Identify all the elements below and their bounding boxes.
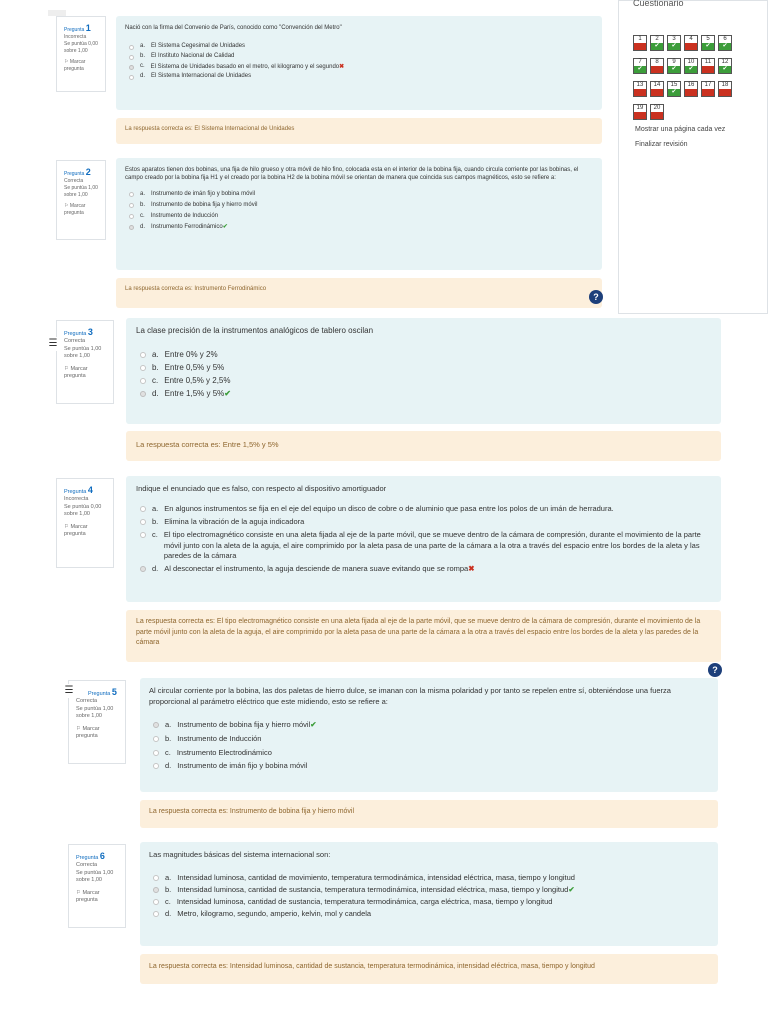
answer-text bbox=[177, 761, 307, 772]
answer-option[interactable] bbox=[149, 909, 709, 918]
answer-letter: c. bbox=[165, 747, 171, 757]
answer-option[interactable] bbox=[149, 885, 709, 894]
question-number: Pregunta 1 bbox=[64, 23, 91, 33]
answer-option[interactable] bbox=[125, 43, 593, 50]
quiz-nav-button-number: 7 bbox=[638, 59, 642, 65]
answer-option[interactable] bbox=[136, 350, 711, 359]
answer-label: El Sistema Internacional de Unidades bbox=[151, 73, 252, 79]
answer-letter: d. bbox=[165, 761, 172, 771]
question-info-6 bbox=[68, 844, 126, 928]
quiz-nav-button-number: 12 bbox=[721, 59, 729, 65]
answer-text bbox=[151, 190, 255, 198]
answer-radio[interactable] bbox=[129, 65, 134, 70]
quiz-nav-button-number: 2 bbox=[655, 36, 659, 42]
answer-option[interactable] bbox=[149, 748, 709, 759]
drawer-toggle-icon[interactable]: ☰ bbox=[46, 337, 60, 351]
answer-radio[interactable] bbox=[153, 875, 159, 881]
flag-question-button[interactable]: ⚐ Marcar pregunta bbox=[64, 365, 88, 380]
answer-text bbox=[151, 212, 218, 220]
quiz-nav-button[interactable] bbox=[718, 81, 732, 97]
answer-letter: a. bbox=[165, 873, 172, 882]
quiz-nav-button[interactable] bbox=[650, 104, 664, 120]
answer-letter: d. bbox=[140, 73, 146, 79]
answer-letter: c. bbox=[140, 63, 145, 69]
quiz-nav-button[interactable] bbox=[650, 81, 664, 97]
question-score: Se puntúa 0,00 sobre 1,00 bbox=[64, 40, 98, 54]
answer-label: Elimina la vibración de la aguja indicadora bbox=[164, 516, 305, 526]
answer-option[interactable] bbox=[149, 720, 709, 731]
answer-list bbox=[136, 350, 711, 398]
quiz-nav-button[interactable] bbox=[633, 35, 647, 51]
answer-option[interactable] bbox=[125, 201, 593, 209]
correct-status-icon: ✔ bbox=[634, 66, 646, 73]
question-info-5 bbox=[68, 680, 126, 764]
quiz-nav-button-number: 11 bbox=[704, 59, 712, 65]
answer-option[interactable] bbox=[136, 504, 711, 515]
question-state: Correcta bbox=[76, 862, 98, 869]
correct-status-icon: ✔ bbox=[668, 89, 680, 96]
correct-status-icon: ✔ bbox=[668, 43, 680, 50]
question-info-4 bbox=[56, 478, 114, 568]
quiz-nav-button-number: 9 bbox=[672, 59, 676, 65]
answer-list bbox=[149, 720, 709, 773]
answer-text bbox=[164, 517, 304, 528]
quiz-nav-button[interactable] bbox=[701, 81, 715, 97]
quiz-nav-button[interactable] bbox=[633, 81, 647, 97]
answer-label: Instrumento de Inducción bbox=[177, 733, 262, 743]
quiz-nav-button[interactable] bbox=[650, 58, 664, 74]
answer-option[interactable] bbox=[136, 517, 711, 528]
answer-text bbox=[177, 909, 371, 918]
answer-radio[interactable] bbox=[140, 365, 146, 371]
answer-text bbox=[151, 53, 234, 59]
answer-letter: d. bbox=[140, 224, 146, 231]
flag-question-button[interactable]: ⚐ Marcar pregunta bbox=[64, 203, 86, 217]
quiz-nav-button-number: 14 bbox=[653, 82, 661, 88]
question-number: Pregunta 5 bbox=[88, 687, 117, 697]
quiz-nav-button[interactable] bbox=[633, 58, 647, 74]
answer-letter: b. bbox=[165, 733, 172, 743]
correct-status-icon: ✔ bbox=[685, 66, 697, 73]
answer-letter: b. bbox=[165, 885, 172, 894]
quiz-nav-button[interactable] bbox=[684, 81, 698, 97]
answer-label: El Sistema de Unidades basado en el metro, el kilogramo y el segundo bbox=[150, 64, 340, 70]
quiz-nav-button-number: 19 bbox=[636, 105, 644, 111]
correct-status-icon: ✔ bbox=[702, 43, 714, 50]
question-info-1 bbox=[56, 16, 106, 92]
feedback-box-5: La respuesta correcta es: Instrumento de bobina fija y hierro móvil bbox=[140, 800, 718, 828]
answer-label: Instrumento de bobina fija y hierro móvil bbox=[151, 202, 258, 209]
answer-text bbox=[151, 201, 257, 209]
help-icon[interactable]: ? bbox=[589, 290, 603, 304]
question-score: Se puntúa 0,00 sobre 1,00 bbox=[64, 503, 102, 518]
feedback-box-1: La respuesta correcta es: El Sistema Internacional de Unidades bbox=[116, 118, 602, 144]
answer-text bbox=[165, 363, 225, 372]
answer-label: Instrumento Ferrodinámico bbox=[151, 224, 223, 231]
answer-option[interactable] bbox=[149, 761, 709, 772]
question-box-6 bbox=[140, 842, 718, 946]
quiz-nav-button-number: 5 bbox=[706, 36, 710, 42]
answer-option[interactable] bbox=[149, 734, 709, 745]
answer-list bbox=[125, 43, 593, 80]
question-score: Se puntúa 1,00 sobre 1,00 bbox=[64, 345, 102, 360]
answer-list bbox=[136, 504, 711, 575]
answer-radio[interactable] bbox=[129, 203, 134, 208]
finish-review-link[interactable]: Finalizar revisión bbox=[635, 141, 688, 148]
correct-status-icon: ✔ bbox=[719, 43, 731, 50]
answer-text bbox=[164, 504, 613, 515]
feedback-box-2: La respuesta correcta es: Instrumento Ferrodinámico bbox=[116, 278, 602, 308]
answer-radio[interactable] bbox=[140, 506, 146, 512]
correct-status-icon: ✔ bbox=[651, 43, 663, 50]
answer-radio[interactable] bbox=[129, 45, 134, 50]
answer-option[interactable] bbox=[125, 73, 593, 80]
correct-check-icon: ✔ bbox=[568, 885, 575, 894]
answer-radio[interactable] bbox=[140, 566, 146, 572]
answer-text bbox=[151, 223, 228, 231]
incorrect-status-indicator bbox=[651, 89, 663, 96]
correct-status-icon: ✔ bbox=[719, 66, 731, 73]
answer-radio[interactable] bbox=[140, 352, 146, 358]
quiz-nav-button-number: 6 bbox=[723, 36, 727, 42]
incorrect-status-indicator bbox=[702, 89, 714, 96]
incorrect-status-indicator bbox=[634, 112, 646, 119]
flag-question-button[interactable]: ⚐ Marcar pregunta bbox=[76, 725, 100, 740]
drawer-toggle-icon[interactable]: ☰ bbox=[62, 684, 76, 698]
quiz-nav-button-number: 4 bbox=[689, 36, 693, 42]
answer-letter: b. bbox=[140, 53, 146, 59]
answer-text bbox=[151, 63, 344, 70]
help-icon[interactable]: ? bbox=[708, 663, 722, 677]
answer-radio[interactable] bbox=[153, 887, 159, 893]
answer-option[interactable] bbox=[136, 363, 711, 372]
answer-option[interactable] bbox=[125, 190, 593, 198]
question-box-3 bbox=[126, 318, 721, 424]
flag-question-button[interactable]: ⚐ Marcar pregunta bbox=[64, 59, 86, 73]
incorrect-status-indicator bbox=[685, 43, 697, 50]
answer-letter: d. bbox=[152, 389, 159, 398]
answer-label: Entre 1,5% y 5% bbox=[164, 389, 225, 398]
quiz-nav-button-number: 1 bbox=[638, 36, 642, 42]
question-score: Se puntúa 1,00 sobre 1,00 bbox=[76, 705, 114, 720]
question-info-3 bbox=[56, 320, 114, 404]
answer-letter: b. bbox=[152, 363, 159, 372]
quiz-nav-button-number: 3 bbox=[672, 36, 676, 42]
answer-text bbox=[177, 897, 553, 906]
answer-option[interactable] bbox=[125, 223, 593, 231]
question-score: Se puntúa 1,00 sobre 1,00 bbox=[64, 184, 98, 198]
answer-letter: b. bbox=[152, 516, 159, 526]
quiz-nav-button-number: 18 bbox=[721, 82, 729, 88]
answer-letter: a. bbox=[140, 43, 146, 49]
quiz-nav-button-number: 17 bbox=[704, 82, 712, 88]
incorrect-status-indicator bbox=[634, 43, 646, 50]
answer-label: Instrumento de bobina fija y hierro móvil bbox=[177, 719, 311, 729]
question-state: Incorrecta bbox=[64, 496, 89, 503]
answer-radio[interactable] bbox=[129, 75, 134, 80]
quiz-nav-button-number: 16 bbox=[687, 82, 695, 88]
quiz-nav-button[interactable] bbox=[633, 104, 647, 120]
answer-letter: b. bbox=[140, 202, 146, 209]
answer-letter: c. bbox=[140, 213, 145, 220]
question-box-2 bbox=[116, 158, 602, 270]
answer-list bbox=[125, 190, 593, 231]
answer-option[interactable] bbox=[136, 530, 711, 563]
answer-label: Intensidad luminosa, cantidad de sustancia, temperatura termodinámica, intensidad eléctrica, masa, tiempo y longitud bbox=[177, 885, 569, 894]
answer-letter: c. bbox=[152, 529, 158, 539]
question-box-1 bbox=[116, 16, 602, 110]
question-stem: Estos aparatos tienen dos bobinas, una fija de hilo grueso y otra móvil de hilo fino, colocada esta en el interior de la bobina fija, cuando circula corriente por las bobinas, el campo creado por la bobina fija H1 y el creado por la bobina H2 de la bobina móvil se orientan de manera que coincida sus campos magnéticos, esto se refiere a: bbox=[125, 167, 579, 182]
question-stem: Al circular corriente por la bobina, las dos paletas de hierro dulce, se imanan con la misma polaridad y por tanto se repelen entre sí, obteniéndose una fuerza proporcional al parámetro eléctrico que este midiendo, esto se refiere a: bbox=[149, 686, 671, 706]
answer-label: En algunos instrumentos se fija en el eje del equipo un disco de cobre o de aluminio que pasa entre los polos de un imán de herradura. bbox=[164, 503, 614, 513]
answer-label: Instrumento de Inducción bbox=[150, 213, 219, 220]
answer-text bbox=[177, 885, 574, 894]
answer-radio[interactable] bbox=[129, 225, 134, 230]
answer-radio[interactable] bbox=[153, 899, 159, 905]
answer-text bbox=[165, 389, 231, 398]
answer-label: El Instituto Nacional de Calidad bbox=[151, 53, 235, 59]
answer-radio[interactable] bbox=[140, 519, 146, 525]
incorrect-status-indicator bbox=[651, 112, 663, 119]
answer-label: Instrumento de imán fijo y bobina móvil bbox=[151, 191, 256, 198]
answer-label: El Sistema Cegesimal de Unidades bbox=[151, 43, 246, 49]
answer-radio[interactable] bbox=[129, 214, 134, 219]
answer-text bbox=[177, 873, 575, 882]
answer-option[interactable] bbox=[125, 53, 593, 60]
question-stem: Indique el enunciado que es falso, con respecto al dispositivo amortiguador bbox=[136, 484, 387, 493]
answer-text bbox=[165, 350, 218, 359]
incorrect-status-indicator bbox=[634, 89, 646, 96]
question-state: Incorrecta bbox=[64, 34, 87, 41]
feedback-box-4: La respuesta correcta es: El tipo electromagnético consiste en una aleta fijada al eje de la parte móvil, que se mueve dentro de la cámara de compresión, durante el movimiento de la parte móvil junto con la aleta de la aguja, el aire comprimido por la aleta pasa de una parte de la cámara a la otra a través del espacio entre los bordes de la aleta y las paredes de la cámara bbox=[126, 610, 721, 662]
answer-text bbox=[151, 73, 251, 79]
quiz-nav-button-number: 10 bbox=[687, 59, 695, 65]
answer-label: Entre 0% y 2% bbox=[164, 350, 218, 359]
quiz-nav-button[interactable] bbox=[701, 58, 715, 74]
question-state: Correcta bbox=[76, 698, 98, 705]
quiz-nav-button-number: 15 bbox=[670, 82, 678, 88]
answer-option[interactable] bbox=[125, 212, 593, 220]
incorrect-cross-icon: ✖ bbox=[339, 64, 345, 70]
answer-radio[interactable] bbox=[140, 378, 146, 384]
quiz-nav-button-number: 20 bbox=[653, 105, 661, 111]
answer-text bbox=[164, 564, 474, 575]
question-state: Correcta bbox=[64, 178, 84, 185]
answer-radio[interactable] bbox=[153, 750, 159, 756]
quiz-nav-button-number: 8 bbox=[655, 59, 659, 65]
answer-text bbox=[151, 43, 245, 49]
correct-check-icon: ✔ bbox=[310, 719, 317, 729]
answer-letter: c. bbox=[165, 897, 171, 906]
answer-list bbox=[149, 873, 709, 918]
answer-label: Intensidad luminosa, cantidad de movimiento, temperatura termodinámica, intensidad eléctrica, masa, tiempo y longitud bbox=[177, 873, 575, 882]
incorrect-status-indicator bbox=[702, 66, 714, 73]
answer-text bbox=[177, 720, 316, 731]
flag-question-button[interactable]: ⚐ Marcar pregunta bbox=[64, 523, 88, 538]
answer-label: Instrumento de imán fijo y bobina móvil bbox=[177, 761, 308, 771]
answer-letter: a. bbox=[152, 503, 159, 513]
answer-option[interactable] bbox=[136, 564, 711, 575]
quiz-nav-button[interactable] bbox=[684, 35, 698, 51]
quiz-nav-button[interactable] bbox=[684, 58, 698, 74]
answer-letter: a. bbox=[152, 350, 159, 359]
quiz-nav-button[interactable] bbox=[667, 81, 681, 97]
incorrect-status-indicator bbox=[719, 89, 731, 96]
question-stem: Nació con la firma del Convenio de París, conocido como "Convención del Metro" bbox=[125, 25, 342, 31]
question-stem: Las magnitudes básicas del sistema internacional son: bbox=[149, 850, 331, 859]
incorrect-status-indicator bbox=[651, 66, 663, 73]
answer-option[interactable] bbox=[136, 376, 711, 385]
answer-letter: d. bbox=[165, 909, 172, 918]
answer-letter: a. bbox=[165, 719, 172, 729]
answer-label: Entre 0,5% y 2,5% bbox=[164, 376, 231, 385]
quiz-nav-title: Cuestionario bbox=[633, 0, 684, 8]
question-box-4 bbox=[126, 476, 721, 602]
quiz-navigation-panel bbox=[618, 0, 768, 314]
quiz-nav-button[interactable] bbox=[701, 35, 715, 51]
question-number: Pregunta 2 bbox=[64, 167, 91, 177]
answer-option[interactable] bbox=[125, 63, 593, 70]
correct-check-icon: ✔ bbox=[224, 389, 231, 398]
quiz-nav-button[interactable] bbox=[718, 58, 732, 74]
question-info-2 bbox=[56, 160, 106, 240]
question-state: Correcta bbox=[64, 338, 86, 345]
incorrect-cross-icon: ✖ bbox=[468, 564, 475, 574]
question-stem: La clase precisión de la instrumentos analógicos de tablero oscilan bbox=[136, 326, 374, 335]
question-box-5 bbox=[140, 678, 718, 792]
answer-label: Al desconectar el instrumento, la aguja desciende de manera suave evitando que se rompa bbox=[164, 564, 469, 574]
answer-letter: c. bbox=[152, 376, 159, 385]
question-number: Pregunta 3 bbox=[64, 327, 93, 337]
feedback-box-6: La respuesta correcta es: Intensidad luminosa, cantidad de sustancia, temperatura termodinámica, intensidad eléctrica, masa, tiempo y longitud bbox=[140, 954, 718, 984]
question-score: Se puntúa 1,00 sobre 1,00 bbox=[76, 869, 114, 884]
answer-option[interactable] bbox=[136, 389, 711, 398]
feedback-box-3: La respuesta correcta es: Entre 1,5% y 5% bbox=[126, 431, 721, 461]
answer-radio[interactable] bbox=[153, 911, 159, 917]
answer-text bbox=[164, 530, 711, 563]
question-number: Pregunta 4 bbox=[64, 485, 93, 495]
answer-text bbox=[177, 748, 272, 759]
answer-label: Instrumento Electrodinámico bbox=[176, 747, 272, 757]
answer-letter: d. bbox=[152, 564, 159, 574]
quiz-nav-button[interactable] bbox=[667, 58, 681, 74]
quiz-nav-button-number: 13 bbox=[636, 82, 644, 88]
answer-radio[interactable] bbox=[140, 391, 146, 397]
quiz-nav-button[interactable] bbox=[667, 35, 681, 51]
show-one-page-link[interactable]: Mostrar una página cada vez bbox=[635, 126, 726, 133]
answer-label: El tipo electromagnético consiste en una aleta fijada al eje de la parte móvil, que se mueve dentro de la cámara de compresión, durante el movimiento de la parte móvil junto con la aleta de la aguja, el aire comprimido por la aleta pasa de una parte de la cámara a la otra a través del espacio entre los bordes de la aleta y las paredes de la cámara bbox=[163, 529, 701, 561]
incorrect-status-indicator bbox=[685, 89, 697, 96]
correct-status-icon: ✔ bbox=[668, 66, 680, 73]
answer-text bbox=[164, 376, 230, 385]
correct-check-icon: ✔ bbox=[222, 224, 228, 231]
answer-radio[interactable] bbox=[153, 763, 159, 769]
answer-option[interactable] bbox=[149, 897, 709, 906]
flag-question-button[interactable]: ⚐ Marcar pregunta bbox=[76, 889, 100, 904]
answer-label: Metro, kilogramo, segundo, amperio, kelvin, mol y candela bbox=[177, 909, 372, 918]
answer-label: Entre 0,5% y 5% bbox=[164, 363, 225, 372]
quiz-nav-button[interactable] bbox=[650, 35, 664, 51]
answer-radio[interactable] bbox=[153, 722, 159, 728]
answer-label: Intensidad luminosa, cantidad de sustancia, temperatura termodinámica, carga eléctrica, masa, tiempo y longitud bbox=[176, 897, 553, 906]
answer-radio[interactable] bbox=[140, 532, 146, 538]
answer-letter: a. bbox=[140, 191, 146, 198]
question-number: Pregunta 6 bbox=[76, 851, 105, 861]
answer-radio[interactable] bbox=[129, 192, 134, 197]
answer-option[interactable] bbox=[149, 873, 709, 882]
answer-radio[interactable] bbox=[153, 736, 159, 742]
answer-text bbox=[177, 734, 261, 745]
quiz-nav-button[interactable] bbox=[718, 35, 732, 51]
answer-radio[interactable] bbox=[129, 55, 134, 60]
